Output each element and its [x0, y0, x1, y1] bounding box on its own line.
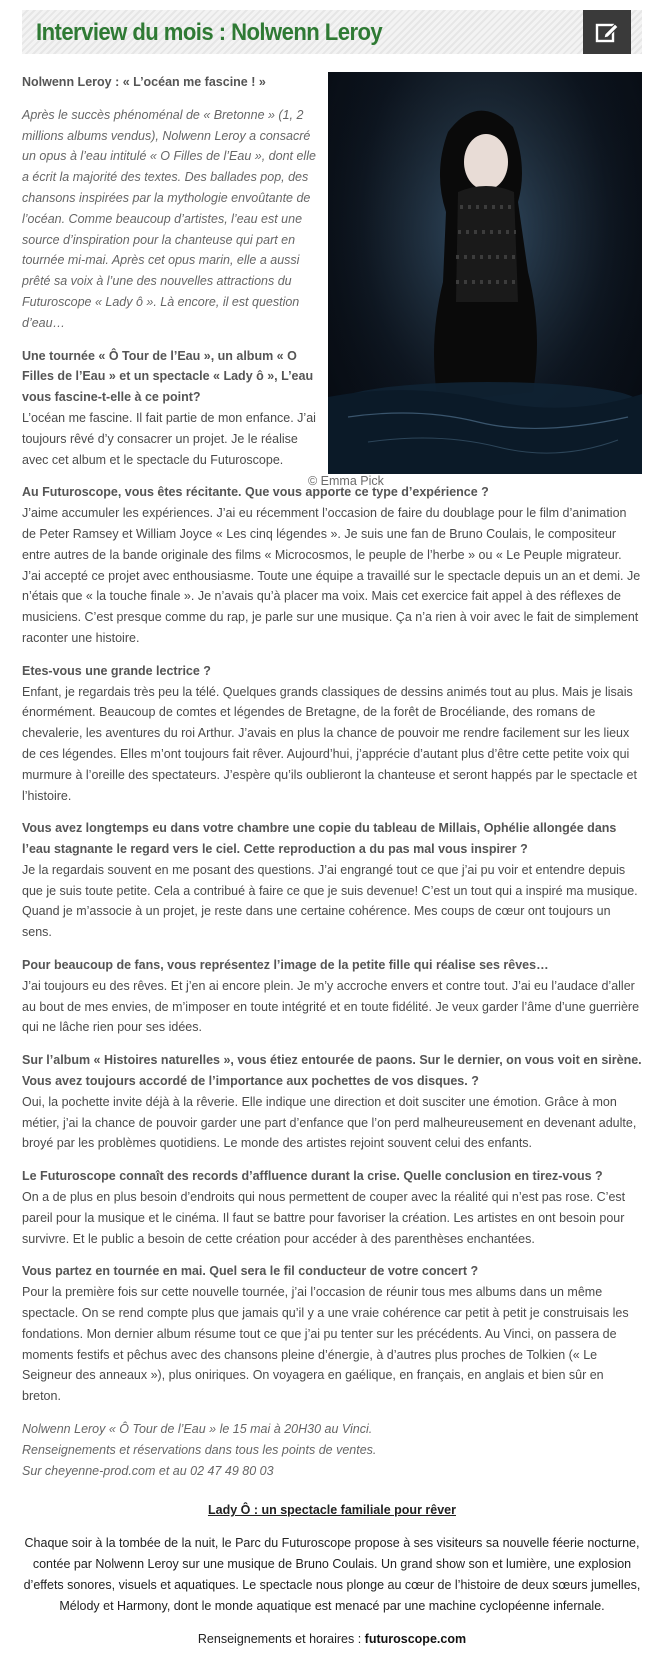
answer: Je la regardais souvent en me posant des questions. J’ai engrangé tout ce que j’ai pu voir et entendre depuis que je suis toute petite. Cela a contribué à faire ce que je suis devenue! C’est un tout qui a inspiré ma musique. Quand je m’associe à un projet, je reste dans une certaine cohérence. Mes coups de cœur ont toujours un sens.	[22, 862, 638, 940]
box-body: Chaque soir à la tombée de la nuit, le Parc du Futuroscope propose à ses visiteurs sa nouvelle féerie nocturne, contée par Nolwenn Leroy sur une musique de Bruno Coulais. Un grand show son et lumière, une explosion d’effets sonores, visuels et aquatiques. Le spectacle nous plonge au cœur de l’histoire de deux sœurs jumelles, Mélody et Harmony, dont le monde aquatique est menacé par une machine cyclopéenne infernale.	[23, 1536, 641, 1613]
answer: J’ai toujours eu des rêves. Et j’en ai encore plein. Je m’y accroche envers et contre tout. J’ai eu l’audace d’aller au bout de mes envies, de m’imposer en toute intégrité et en toute fidélité. Je veux garder l’âme d’une guerrière qui ne lâche rien pour ses idées.	[22, 978, 640, 1035]
practical-info	[22, 1419, 642, 1481]
answer: L’océan me fascine. Il fait partie de mon enfance. J’ai toujours rêvé d’y consacrer un projet. Je le réalise avec cet album et le spectacle du Futuroscope.	[22, 410, 316, 467]
article-header	[22, 10, 642, 54]
answer: Pour la première fois sur cette nouvelle tournée, j’ai l’occasion de réunir tous mes albums dans un même spectacle. On se rend compte plus que jamais qu’il y a une vraie cohérence car petit à petit je construisais les fondations. Mon dernier album résume tout ce que j’ai pu tenter sur les précédents. Au Vinci, on passera de moments festifs et pêchus avec des chansons pleine d’énergie, à d’autres plus proches de Tolkien (« Le Seigneur des anneaux »), plus oniriques. On voyagera en gaélique, en français, en anglais et bien sûr en breton.	[22, 1285, 629, 1404]
question: Etes-vous une grande lectrice ?	[22, 663, 211, 678]
box-info-label: Renseignements et horaires :	[197, 1632, 365, 1646]
qa-block	[22, 818, 642, 943]
question: Vous partez en tournée en mai. Quel sera le fil conducteur de votre concert ?	[22, 1264, 479, 1279]
question: Au Futuroscope, vous êtes récitante. Que vous apporte ce type d’expérience ?	[22, 485, 489, 500]
article-body	[22, 72, 642, 1493]
qa-block	[22, 1261, 642, 1407]
question: Vous avez longtemps eu dans votre chambre une copie du tableau de Millais, Ophélie allongée dans l’eau stagnante le regard vers le ciel. Cette reproduction a du pas mal vous inspirer ?	[22, 821, 617, 857]
qa-block	[22, 955, 642, 1038]
intro-text: Après le succès phénoménal de « Bretonne » (1, 2 millions albums vendus), Nolwenn Leroy a consacré un opus à l’eau intitulé « O Filles de l’Eau », dont elle a écrit la majorité des textes. Des ballades pop, des chansons inspirées par la mythologie envoûtante de l’océan. Comme beaucoup d’artistes, l’eau est une source d’inspiration pour la chanteuse qui part en tournée mi-mai. Après cet opus marin, elle a aussi prêté sa voix à l’une des nouvelles attractions du Futuroscope « Lady ô ». Là encore, il est question d’eau…	[22, 107, 316, 330]
answer: Oui, la pochette invite déjà à la rêverie. Elle indique une direction et doit susciter une émotion. Grâce à mon métier, j’ai la chance de pouvoir garder une part d’enfance que l’on perd malheureusement en devenant adulte, broyé par les problèmes quotidiens. Le monde des artistes rejoint souvent celui des enfants.	[22, 1094, 637, 1151]
qa-block	[22, 1050, 642, 1154]
box-title: Lady Ô : un spectacle familiale pour rêver	[207, 1503, 456, 1517]
question: Une tournée « Ô Tour de l’Eau », un album « O Filles de l’Eau » et un spectacle « Lady ô », L’eau vous fascine-t-elle à ce point?	[22, 348, 314, 405]
concert-date: Nolwenn Leroy « Ô Tour de l’Eau » le 15 mai à 20H30 au Vinci.	[22, 1422, 373, 1437]
edit-icon	[594, 19, 620, 45]
artist-photo	[328, 72, 642, 474]
answer: Enfant, je regardais très peu la télé. Quelques grands classiques de dessins animés tout au plus. Mais je lisais énormément. Beaucoup de comtes et légendes de Bretagne, de la forêt de Brocéliande, des romans de chevalerie, les aventures du roi Arthur. J’avais en plus la chance de pouvoir me rendre facilement sur les lieux de ces légendes. Elles m’ont toujours fait rêver. Aujourd’hui, j’apprécie d’autant plus d’être cette petite voix qui murmure à l’oreille des spectateurs. J’espère qu’ils oublieront la chanteuse et seront happés par le spectacle et l’histoire.	[22, 684, 637, 803]
question: Sur l’album « Histoires naturelles », vous étiez entourée de paons. Sur le dernier, on vous voit en sirène. Vous avez toujours accordé de l’importance aux pochettes de vos disques. ?	[22, 1053, 642, 1089]
box-info	[22, 1629, 642, 1650]
woman-in-water-illustration	[328, 72, 642, 474]
page-title: Interview du mois : Nolwenn Leroy	[36, 19, 383, 46]
booking-info: Renseignements et réservations dans tous les points de ventes.	[22, 1442, 377, 1457]
question: Le Futuroscope connaît des records d’affluence durant la crise. Quelle conclusion en tirez-vous ?	[22, 1169, 603, 1184]
sidebar-box	[22, 1500, 642, 1650]
intro-heading: Nolwenn Leroy : « L’océan me fascine ! »	[22, 75, 266, 89]
question: Pour beaucoup de fans, vous représentez l’image de la petite fille qui réalise ses rêves…	[22, 958, 549, 973]
qa-block	[22, 661, 642, 807]
answer: J’aime accumuler les expériences. J’ai eu récemment l’occasion de faire du doublage pour le film d’animation de Peter Ramsey et William Joyce « Les cinq légendes ». Je suis une fan de Bruno Coulais, le compositeur entre autres de la bande originale des films « Microcosmos, le peuple de l’herbe » ou « Le Peuple migrateur. J’ai accepté ce projet avec enthousiasme. Toute une équipe a travaillé sur le spectacle depuis un an et demi. Je n’étais que « la touche finale ». Je n’avais qu’à placer ma voix. Mais cet exercice fait appel à des réflexes de musiciens. C’est presque comme du rap, je parle sur une musique. Ça n’a rien à voir avec le fait de simplement raconter une histoire.	[22, 506, 641, 645]
qa-block	[22, 482, 642, 648]
contact-info: Sur cheyenne-prod.com et au 02 47 49 80 03	[22, 1463, 274, 1478]
edit-button[interactable]	[583, 10, 631, 54]
futuroscope-link[interactable]: futuroscope.com	[364, 1632, 467, 1646]
qa-block	[22, 1166, 642, 1249]
photo-credit: © Emma Pick	[308, 474, 384, 488]
answer: On a de plus en plus besoin d’endroits qui nous permettent de couper avec la réalité qui n’est pas rose. C’est pareil pour la musique et le cinéma. Il faut se battre pour favoriser la création. Les artistes en ont besoin pour survivre. Et le public a besoin de cette création pour accéder à des parenthèses enchantées.	[22, 1190, 626, 1246]
